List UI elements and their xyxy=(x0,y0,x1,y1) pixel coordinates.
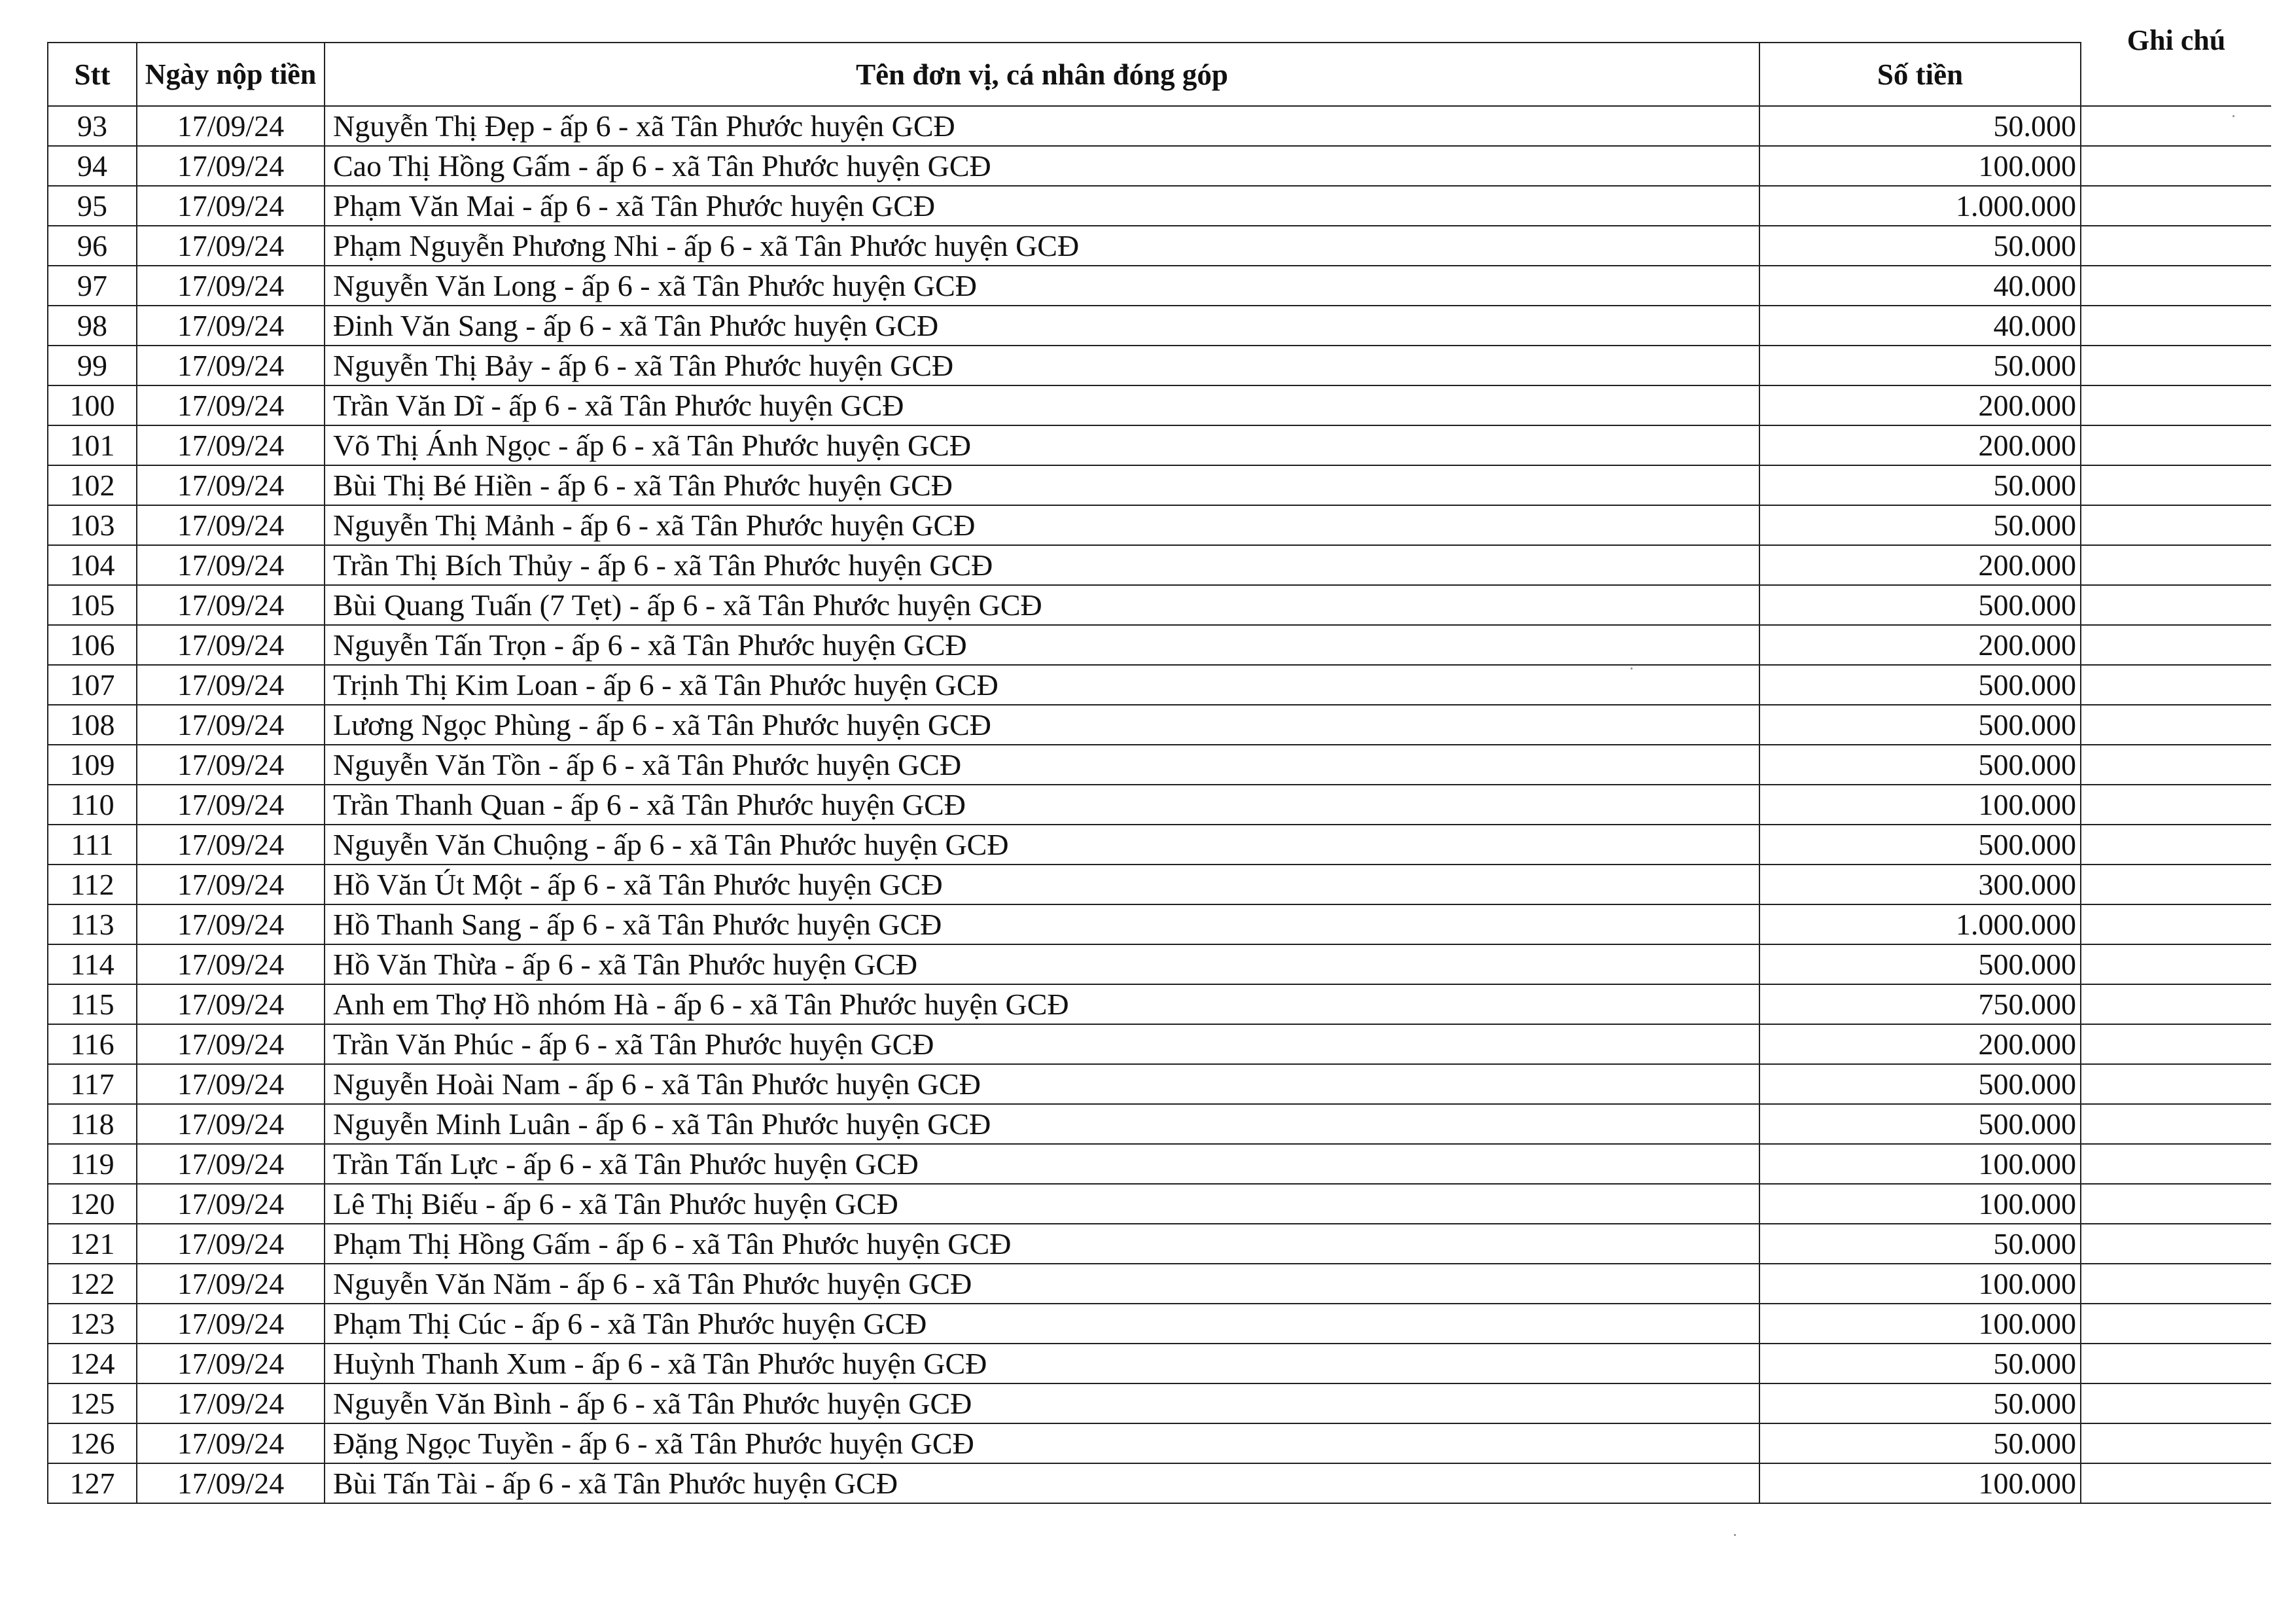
row-date: 17/09/24 xyxy=(137,106,325,146)
row-amount: 500.000 xyxy=(1759,1064,2081,1104)
row-note xyxy=(2081,705,2271,745)
row-contributor-name: Trần Tấn Lực - ấp 6 - xã Tân Phước huyện GCĐ xyxy=(325,1144,1759,1184)
row-stt: 116 xyxy=(48,1024,137,1064)
row-contributor-name: Trịnh Thị Kim Loan - ấp 6 - xã Tân Phước huyện GCĐ xyxy=(325,665,1759,705)
row-amount: 500.000 xyxy=(1759,1104,2081,1144)
row-date: 17/09/24 xyxy=(137,1024,325,1064)
row-contributor-name: Huỳnh Thanh Xum - ấp 6 - xã Tân Phước huyện GCĐ xyxy=(325,1344,1759,1383)
table-body xyxy=(48,106,2271,1503)
row-date: 17/09/24 xyxy=(137,984,325,1024)
row-note xyxy=(2081,186,2271,226)
row-note xyxy=(2081,146,2271,186)
row-stt: 119 xyxy=(48,1144,137,1184)
row-amount: 500.000 xyxy=(1759,585,2081,625)
row-amount: 500.000 xyxy=(1759,944,2081,984)
table-row xyxy=(48,306,2271,346)
table-row xyxy=(48,585,2271,625)
row-stt: 101 xyxy=(48,425,137,465)
row-note xyxy=(2081,1224,2271,1264)
table-row xyxy=(48,665,2271,705)
table-header xyxy=(48,24,2271,106)
row-note xyxy=(2081,425,2271,465)
row-contributor-name: Nguyễn Văn Năm - ấp 6 - xã Tân Phước huyện GCĐ xyxy=(325,1264,1759,1304)
row-amount: 100.000 xyxy=(1759,1304,2081,1344)
row-contributor-name: Phạm Nguyễn Phương Nhi - ấp 6 - xã Tân Phước huyện GCĐ xyxy=(325,226,1759,266)
table-row xyxy=(48,904,2271,944)
row-contributor-name: Nguyễn Thị Mảnh - ấp 6 - xã Tân Phước huyện GCĐ xyxy=(325,505,1759,545)
row-contributor-name: Trần Văn Dĩ - ấp 6 - xã Tân Phước huyện GCĐ xyxy=(325,385,1759,425)
table-row xyxy=(48,465,2271,505)
row-stt: 122 xyxy=(48,1264,137,1304)
header-note-cell xyxy=(2081,24,2271,106)
table-row xyxy=(48,745,2271,785)
table-row xyxy=(48,984,2271,1024)
header-date: Ngày nộp tiền xyxy=(137,43,325,106)
row-note xyxy=(2081,465,2271,505)
row-date: 17/09/24 xyxy=(137,1224,325,1264)
header-name: Tên đơn vị, cá nhân đóng góp xyxy=(325,43,1759,106)
row-amount: 500.000 xyxy=(1759,665,2081,705)
row-stt: 120 xyxy=(48,1184,137,1224)
row-amount: 500.000 xyxy=(1759,825,2081,865)
row-amount: 100.000 xyxy=(1759,1264,2081,1304)
row-date: 17/09/24 xyxy=(137,1144,325,1184)
row-date: 17/09/24 xyxy=(137,785,325,825)
row-date: 17/09/24 xyxy=(137,1304,325,1344)
row-contributor-name: Bùi Quang Tuấn (7 Tẹt) - ấp 6 - xã Tân Phước huyện GCĐ xyxy=(325,585,1759,625)
row-contributor-name: Đinh Văn Sang - ấp 6 - xã Tân Phước huyện GCĐ xyxy=(325,306,1759,346)
row-stt: 126 xyxy=(48,1423,137,1463)
row-note xyxy=(2081,665,2271,705)
row-amount: 100.000 xyxy=(1759,1144,2081,1184)
row-contributor-name: Nguyễn Minh Luân - ấp 6 - xã Tân Phước huyện GCĐ xyxy=(325,1104,1759,1144)
row-note xyxy=(2081,1064,2271,1104)
row-date: 17/09/24 xyxy=(137,346,325,385)
row-note xyxy=(2081,1463,2271,1503)
table-row xyxy=(48,1463,2271,1503)
row-note xyxy=(2081,306,2271,346)
row-contributor-name: Bùi Tấn Tài - ấp 6 - xã Tân Phước huyện GCĐ xyxy=(325,1463,1759,1503)
row-stt: 100 xyxy=(48,385,137,425)
row-amount: 100.000 xyxy=(1759,1463,2081,1503)
table-row xyxy=(48,705,2271,745)
row-amount: 200.000 xyxy=(1759,1024,2081,1064)
row-stt: 123 xyxy=(48,1304,137,1344)
row-note xyxy=(2081,266,2271,306)
row-contributor-name: Đặng Ngọc Tuyền - ấp 6 - xã Tân Phước huyện GCĐ xyxy=(325,1423,1759,1463)
table-row xyxy=(48,1423,2271,1463)
row-date: 17/09/24 xyxy=(137,665,325,705)
table-row xyxy=(48,1064,2271,1104)
row-contributor-name: Lê Thị Biếu - ấp 6 - xã Tân Phước huyện GCĐ xyxy=(325,1184,1759,1224)
row-date: 17/09/24 xyxy=(137,545,325,585)
row-stt: 96 xyxy=(48,226,137,266)
row-amount: 100.000 xyxy=(1759,146,2081,186)
row-contributor-name: Hồ Văn Út Một - ấp 6 - xã Tân Phước huyện GCĐ xyxy=(325,865,1759,904)
row-date: 17/09/24 xyxy=(137,585,325,625)
scan-speck xyxy=(1734,1534,1736,1536)
table-row xyxy=(48,1264,2271,1304)
row-note xyxy=(2081,785,2271,825)
row-date: 17/09/24 xyxy=(137,385,325,425)
row-note xyxy=(2081,585,2271,625)
row-amount: 200.000 xyxy=(1759,425,2081,465)
row-stt: 110 xyxy=(48,785,137,825)
row-note xyxy=(2081,385,2271,425)
row-note xyxy=(2081,904,2271,944)
row-date: 17/09/24 xyxy=(137,226,325,266)
row-date: 17/09/24 xyxy=(137,825,325,865)
row-note xyxy=(2081,226,2271,266)
row-amount: 50.000 xyxy=(1759,1344,2081,1383)
row-amount: 50.000 xyxy=(1759,106,2081,146)
header-note: Ghi chú xyxy=(2127,24,2226,56)
row-contributor-name: Lương Ngọc Phùng - ấp 6 - xã Tân Phước huyện GCĐ xyxy=(325,705,1759,745)
row-note xyxy=(2081,1024,2271,1064)
header-amount: Số tiền xyxy=(1759,43,2081,106)
row-stt: 108 xyxy=(48,705,137,745)
table-row xyxy=(48,346,2271,385)
row-date: 17/09/24 xyxy=(137,865,325,904)
row-stt: 107 xyxy=(48,665,137,705)
row-amount: 100.000 xyxy=(1759,1184,2081,1224)
table-row xyxy=(48,505,2271,545)
row-note xyxy=(2081,865,2271,904)
row-contributor-name: Nguyễn Hoài Nam - ấp 6 - xã Tân Phước huyện GCĐ xyxy=(325,1064,1759,1104)
row-amount: 50.000 xyxy=(1759,505,2081,545)
row-date: 17/09/24 xyxy=(137,1383,325,1423)
row-contributor-name: Cao Thị Hồng Gấm - ấp 6 - xã Tân Phước huyện GCĐ xyxy=(325,146,1759,186)
row-date: 17/09/24 xyxy=(137,465,325,505)
row-stt: 98 xyxy=(48,306,137,346)
row-stt: 102 xyxy=(48,465,137,505)
row-contributor-name: Nguyễn Thị Đẹp - ấp 6 - xã Tân Phước huyện GCĐ xyxy=(325,106,1759,146)
row-amount: 200.000 xyxy=(1759,545,2081,585)
contribution-table xyxy=(47,24,2271,1504)
row-note xyxy=(2081,106,2271,146)
row-contributor-name: Trần Thanh Quan - ấp 6 - xã Tân Phước huyện GCĐ xyxy=(325,785,1759,825)
row-note xyxy=(2081,1144,2271,1184)
row-date: 17/09/24 xyxy=(137,186,325,226)
table-row xyxy=(48,146,2271,186)
row-note xyxy=(2081,1184,2271,1224)
row-contributor-name: Phạm Thị Hồng Gấm - ấp 6 - xã Tân Phước huyện GCĐ xyxy=(325,1224,1759,1264)
row-amount: 50.000 xyxy=(1759,226,2081,266)
table-row xyxy=(48,226,2271,266)
row-note xyxy=(2081,984,2271,1024)
row-date: 17/09/24 xyxy=(137,1064,325,1104)
row-amount: 100.000 xyxy=(1759,785,2081,825)
row-date: 17/09/24 xyxy=(137,745,325,785)
row-note xyxy=(2081,1423,2271,1463)
row-stt: 94 xyxy=(48,146,137,186)
row-date: 17/09/24 xyxy=(137,1423,325,1463)
row-contributor-name: Võ Thị Ánh Ngọc - ấp 6 - xã Tân Phước huyện GCĐ xyxy=(325,425,1759,465)
row-contributor-name: Phạm Văn Mai - ấp 6 - xã Tân Phước huyện GCĐ xyxy=(325,186,1759,226)
row-amount: 500.000 xyxy=(1759,705,2081,745)
row-amount: 50.000 xyxy=(1759,465,2081,505)
row-stt: 93 xyxy=(48,106,137,146)
table-row xyxy=(48,266,2271,306)
row-contributor-name: Nguyễn Văn Bình - ấp 6 - xã Tân Phước huyện GCĐ xyxy=(325,1383,1759,1423)
row-date: 17/09/24 xyxy=(137,266,325,306)
table-row xyxy=(48,825,2271,865)
contribution-sheet xyxy=(47,24,2270,1565)
row-note xyxy=(2081,545,2271,585)
row-contributor-name: Bùi Thị Bé Hiền - ấp 6 - xã Tân Phước huyện GCĐ xyxy=(325,465,1759,505)
row-date: 17/09/24 xyxy=(137,944,325,984)
scan-speck xyxy=(2233,115,2234,117)
row-note xyxy=(2081,745,2271,785)
row-amount: 500.000 xyxy=(1759,745,2081,785)
row-note xyxy=(2081,1344,2271,1383)
row-date: 17/09/24 xyxy=(137,1264,325,1304)
row-contributor-name: Nguyễn Thị Bảy - ấp 6 - xã Tân Phước huyện GCĐ xyxy=(325,346,1759,385)
table-row xyxy=(48,1184,2271,1224)
row-note xyxy=(2081,1264,2271,1304)
row-contributor-name: Nguyễn Tấn Trọn - ấp 6 - xã Tân Phước huyện GCĐ xyxy=(325,625,1759,665)
row-stt: 97 xyxy=(48,266,137,306)
row-amount: 1.000.000 xyxy=(1759,186,2081,226)
table-row xyxy=(48,1304,2271,1344)
row-note xyxy=(2081,625,2271,665)
row-date: 17/09/24 xyxy=(137,505,325,545)
row-note xyxy=(2081,1304,2271,1344)
row-date: 17/09/24 xyxy=(137,705,325,745)
row-stt: 117 xyxy=(48,1064,137,1104)
table-row xyxy=(48,785,2271,825)
row-note xyxy=(2081,825,2271,865)
row-date: 17/09/24 xyxy=(137,1104,325,1144)
row-amount: 40.000 xyxy=(1759,266,2081,306)
row-stt: 127 xyxy=(48,1463,137,1503)
row-amount: 50.000 xyxy=(1759,1224,2081,1264)
row-stt: 114 xyxy=(48,944,137,984)
header-row xyxy=(48,43,2271,106)
table-row xyxy=(48,1024,2271,1064)
table-row xyxy=(48,106,2271,146)
row-amount: 200.000 xyxy=(1759,625,2081,665)
row-contributor-name: Trần Thị Bích Thủy - ấp 6 - xã Tân Phước huyện GCĐ xyxy=(325,545,1759,585)
row-stt: 99 xyxy=(48,346,137,385)
row-stt: 95 xyxy=(48,186,137,226)
row-stt: 106 xyxy=(48,625,137,665)
row-contributor-name: Hồ Văn Thừa - ấp 6 - xã Tân Phước huyện GCĐ xyxy=(325,944,1759,984)
table-row xyxy=(48,1383,2271,1423)
row-date: 17/09/24 xyxy=(137,625,325,665)
row-stt: 113 xyxy=(48,904,137,944)
row-note xyxy=(2081,1104,2271,1144)
row-amount: 750.000 xyxy=(1759,984,2081,1024)
row-contributor-name: Phạm Thị Cúc - ấp 6 - xã Tân Phước huyện GCĐ xyxy=(325,1304,1759,1344)
table-row xyxy=(48,1344,2271,1383)
row-contributor-name: Anh em Thợ Hồ nhóm Hà - ấp 6 - xã Tân Phước huyện GCĐ xyxy=(325,984,1759,1024)
row-stt: 105 xyxy=(48,585,137,625)
table-row xyxy=(48,944,2271,984)
row-date: 17/09/24 xyxy=(137,1344,325,1383)
row-amount: 40.000 xyxy=(1759,306,2081,346)
row-amount: 1.000.000 xyxy=(1759,904,2081,944)
row-contributor-name: Nguyễn Văn Long - ấp 6 - xã Tân Phước huyện GCĐ xyxy=(325,266,1759,306)
row-stt: 118 xyxy=(48,1104,137,1144)
row-stt: 109 xyxy=(48,745,137,785)
row-contributor-name: Hồ Thanh Sang - ấp 6 - xã Tân Phước huyện GCĐ xyxy=(325,904,1759,944)
row-date: 17/09/24 xyxy=(137,1184,325,1224)
table-row xyxy=(48,1224,2271,1264)
row-stt: 121 xyxy=(48,1224,137,1264)
table-row xyxy=(48,385,2271,425)
row-stt: 104 xyxy=(48,545,137,585)
row-stt: 115 xyxy=(48,984,137,1024)
row-note xyxy=(2081,1383,2271,1423)
row-date: 17/09/24 xyxy=(137,146,325,186)
row-amount: 50.000 xyxy=(1759,346,2081,385)
header-stt: Stt xyxy=(48,43,137,106)
row-stt: 125 xyxy=(48,1383,137,1423)
row-date: 17/09/24 xyxy=(137,1463,325,1503)
row-stt: 103 xyxy=(48,505,137,545)
table-row xyxy=(48,425,2271,465)
row-note xyxy=(2081,505,2271,545)
row-amount: 200.000 xyxy=(1759,385,2081,425)
row-stt: 112 xyxy=(48,865,137,904)
row-amount: 300.000 xyxy=(1759,865,2081,904)
table-row xyxy=(48,625,2271,665)
row-amount: 50.000 xyxy=(1759,1383,2081,1423)
table-row xyxy=(48,1144,2271,1184)
row-amount: 50.000 xyxy=(1759,1423,2081,1463)
row-contributor-name: Trần Văn Phúc - ấp 6 - xã Tân Phước huyện GCĐ xyxy=(325,1024,1759,1064)
table-row xyxy=(48,186,2271,226)
row-stt: 111 xyxy=(48,825,137,865)
row-note xyxy=(2081,346,2271,385)
row-date: 17/09/24 xyxy=(137,904,325,944)
row-note xyxy=(2081,944,2271,984)
row-contributor-name: Nguyễn Văn Chuộng - ấp 6 - xã Tân Phước huyện GCĐ xyxy=(325,825,1759,865)
table-row xyxy=(48,1104,2271,1144)
row-date: 17/09/24 xyxy=(137,425,325,465)
row-contributor-name: Nguyễn Văn Tồn - ấp 6 - xã Tân Phước huyện GCĐ xyxy=(325,745,1759,785)
row-stt: 124 xyxy=(48,1344,137,1383)
scan-speck xyxy=(1631,668,1633,669)
table-row xyxy=(48,865,2271,904)
table-row xyxy=(48,545,2271,585)
row-date: 17/09/24 xyxy=(137,306,325,346)
